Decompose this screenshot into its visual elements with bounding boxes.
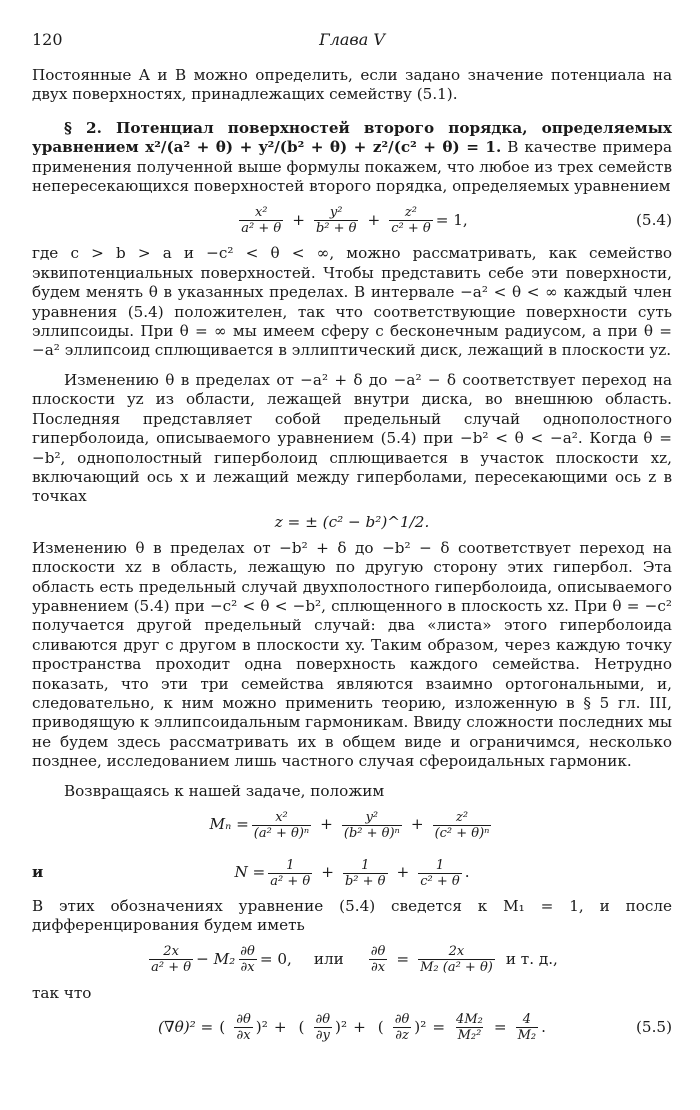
- equation-5-4: $\frac{\text{x²}}{\text{a² + θ}}$ + $\frac{\text{y²}}{\text{b² + θ}}$ + $\frac{\text{z²}}{\text{c² + θ}}$ = 1, (5.4): [32, 196, 672, 244]
- conjunction-and: и: [32, 863, 44, 882]
- paragraph-return: Возвращаясь к нашей задаче, положим: [64, 781, 385, 800]
- page-content: [32, 66, 672, 1051]
- chapter-title: Глава V: [319, 30, 385, 49]
- equation-5-5: (∇θ)² = ( $\frac{\partial\theta}{\partial x}$ )² + ( $\frac{\partial\theta}{\partial y}$ )² + ( $\frac{\partial\theta}{\partial z}$ )² = $\frac{\text{4M₂}}{\text{M₂²}}$ = $\frac{4}{\text{M₂}}$ . (5.5): [32, 1003, 672, 1051]
- equation-number: (5.5): [635, 1017, 672, 1036]
- paragraph-intro: Постоянные A и B можно определить, если задано значение потенциала на двух поверхностях, принадлежащих семейству (5.1).: [32, 66, 672, 104]
- equation-number: (5.4): [635, 210, 672, 229]
- paragraph-hyperboloid: Изменению θ в пределах от −a² + δ до −a² − δ соответствует переход на плоскости yz из области, лежащей внутри диска, во внешнюю область. Последняя представляет собой предельный случай однополостного гиперболоида, описываемого уравнением (5.4) при −b² < θ < −a². Когда θ = −b², однополостный гиперболоид сплющивается в участок плоскости xz, включающий ось x и лежащий между гиперболами, пересекающими ось z в точках: [32, 370, 672, 506]
- section-paragraph: [32, 119, 672, 197]
- paragraph-notation: В этих обозначениях уравнение (5.4) сведется к M₁ = 1, и после дифференцирования будем иметь: [32, 897, 672, 935]
- section-title: § 2. Потенциал поверхностей второго порядка, определяемых уравнением x²/(a² + θ) + y²/(b² + θ) + z²/(c² + θ) = 1.: [32, 118, 672, 157]
- equation-Mn: Mₙ = $\frac{\text{x²}}{\text{(a² + θ)ⁿ}}$ + $\frac{\text{y²}}{\text{(b² + θ)ⁿ}}$ + $\frac{\text{z²}}{\text{(c² + θ)ⁿ}}$: [209, 809, 490, 841]
- page-header: [32, 30, 672, 52]
- etc-text: и т. д.,: [505, 950, 558, 969]
- equation-N: и N = $\frac{1}{\text{a² + θ}}$ + $\frac{1}{\text{b² + θ}}$ + $\frac{1}{\text{c² + θ}}$ .: [32, 849, 672, 897]
- word-or: или: [313, 950, 344, 969]
- section-text: В качестве примера применения полученной выше формулы покажем, что любое из трех семейств непересекающихся поверхностей второго порядка, определяемых уравнением: [32, 138, 673, 196]
- equation-derivative: $\frac{2x}{\text{a² + θ}}$ − M₂ $\frac{\partial\theta}{\partial x}$ = 0, или $\frac{\partial\theta}{\partial x}$ = $\frac{2x}{\text{M₂ (a² + θ)}}$ и т. д.,: [151, 944, 558, 976]
- equation-z-points: z = ± (c² − b²)^1/2.: [274, 513, 430, 532]
- page-number: 120: [32, 30, 63, 49]
- paragraph-so-that: так что: [32, 983, 92, 1002]
- paragraph-family-description: где c > b > a и −c² < θ < ∞, можно рассматривать, как семейство эквипотенциальных поверхностей. Чтобы представить себе эти поверхности, будем менять θ в указанных пределах. В интервале −a² < θ < ∞ каждый член уравнения (5.4) положителен, так что соответствующие поверхности суть эллипсоиды. При θ = ∞ мы имеем сферу с бесконечным радиусом, а при θ = −a² эллипсоид сплющивается в эллиптический диск, лежащий в плоскости yz.: [32, 244, 672, 360]
- paragraph-orthogonal-families: Изменению θ в пределах от −b² + δ до −b² − δ соответствует переход на плоскости xz в область, лежащую по другую сторону этих гипербол. Эта область есть предельный случай двухполостного гиперболоида, описываемого уравнением (5.4) при −c² < θ < −b², сплющенного в плоскость xz. При θ = −c² получается другой предельный случай: два «листа» этого гиперболоида сливаются друг с другом в плоскости xy. Таким образом, через каждую точку пространства проходит одна поверхность каждого семейства. Нетрудно показать, что эти три семейства являются взаимно ортогональными, и, следовательно, к ним можно применить теорию, изложенную в § 5 гл. III, приводящую к эллипсоидальным гармоникам. Ввиду сложности последних мы не будем здесь рассматривать их в общем виде и ограничимся, несколько позднее, исследованием лишь частного случая сфероидальных гармоник.: [32, 538, 672, 771]
